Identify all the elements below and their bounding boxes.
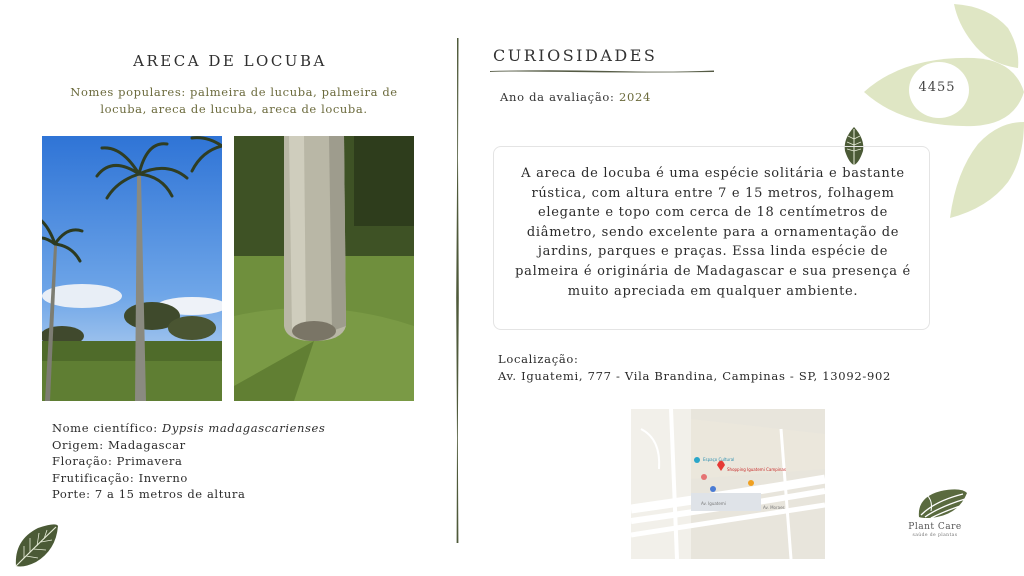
location-address: Av. Iguatemi, 777 - Vila Brandina, Campinas - SP, 13092-902 [498,369,891,383]
scientific-name-value: Dypsis madagascarienses [162,421,326,435]
evaluation-year-value: 2024 [618,90,652,104]
trunk-photo [234,136,414,401]
brand-name: Plant Care [908,522,962,532]
evaluation-year-label: Ano da avaliação: [500,90,619,104]
decorative-leaves [948,4,1024,220]
location-map[interactable] [631,409,825,559]
popular-names: Nomes populares: palmeira de lucuba, palmeira de locuba, areca de lucuba, areca de locuba. [70,85,398,116]
location-label: Localização: [498,352,579,366]
scientific-name-row [52,420,325,437]
origin-row: Origem: Madagascar [52,437,186,452]
column-divider [455,38,460,543]
flowering-row: Floração: Primavera [52,454,183,468]
fruiting-row: Frutificação: Inverno [52,470,188,485]
palm-tree-photo [42,136,222,401]
plant-id-number: 4455 [918,80,956,95]
map-label-b: Shopping Iguatemi Campinas [727,467,786,472]
map-label-c: Av. Iguatemi [701,501,726,506]
curiosities-heading: CURIOSIDADES [493,46,658,65]
map-label-a: Espaço Cultural [703,457,735,462]
evaluation-year [500,90,651,104]
map-label-d: Av. Moraes [763,505,785,510]
heading-underline [490,69,714,73]
plant-care-logo [913,487,969,521]
scientific-name-label: Nome científico: [52,421,163,435]
page-title: ARECA DE LOCUBA [133,52,327,70]
leaf-icon [12,522,62,570]
brand-tagline: saúde de plantas [912,533,958,538]
plant-facts [52,420,325,503]
description-text: A areca de locuba é uma espécie solitária e bastante rústica, com altura entre 7 e 15 metros, folhagem elegante e topo com cerca de 18 centímetros de diâmetro, sendo excelente para a ornamentação de jardins, parques e praças. Essa linda espécie de palmeira é originária de Madagascar e sua presença é muito apreciada em qualquer ambiente. [515,166,911,299]
size-row: Porte: 7 a 15 metros de altura [52,487,246,501]
